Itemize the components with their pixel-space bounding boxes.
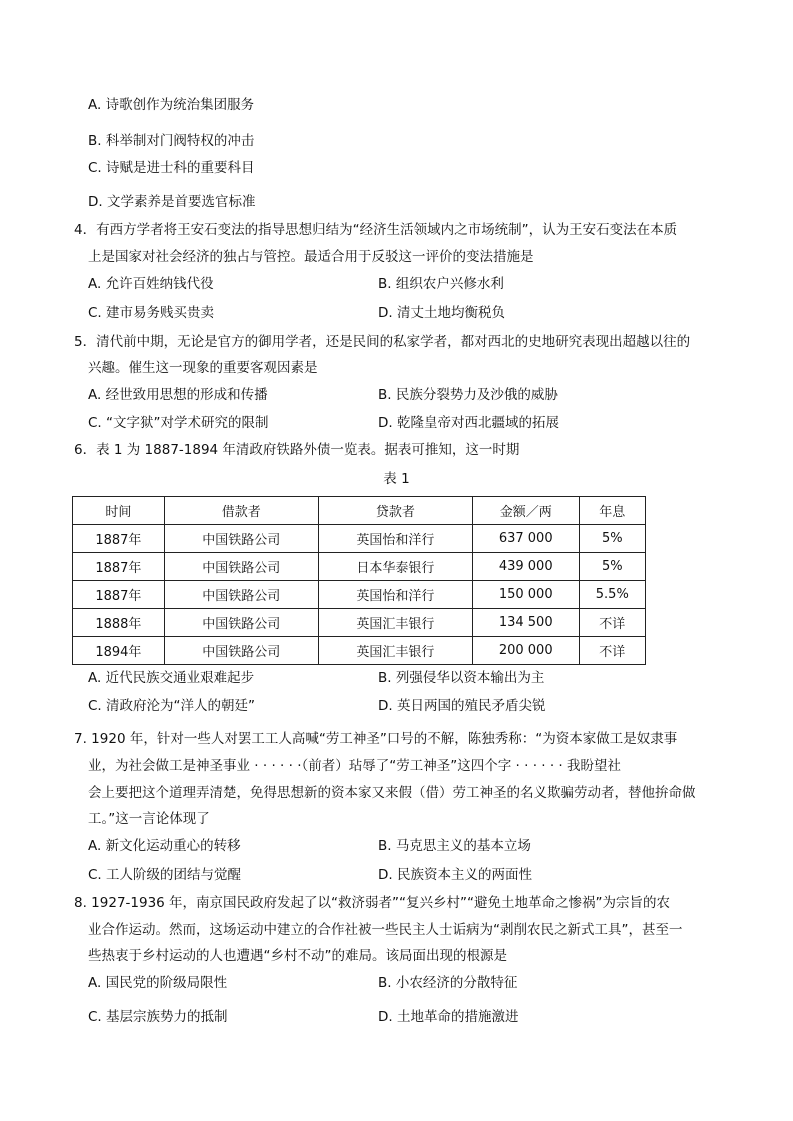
- q4-option-a: A. 允许百姓纳钱代役: [88, 276, 214, 292]
- q4-option-d: D. 清丈土地均衡税负: [378, 305, 505, 321]
- cell-interest: 不详: [579, 637, 645, 665]
- cell-borrower: 中国铁路公司: [164, 525, 318, 553]
- cell-interest: 5.5%: [579, 581, 645, 609]
- cell-time: 1888年: [73, 609, 165, 637]
- q6-option-d: D. 英日两国的殖民矛盾尖锐: [378, 698, 546, 714]
- cell-borrower: 中国铁路公司: [164, 609, 318, 637]
- cell-interest: 不详: [579, 609, 645, 637]
- table-row: [73, 609, 646, 637]
- q7-option-a: A. 新文化运动重心的转移: [88, 838, 241, 854]
- q8-option-d: D. 土地革命的措施激进: [378, 1009, 519, 1025]
- q7-option-d: D. 民族资本主义的两面性: [378, 867, 532, 883]
- q6-option-a: A. 近代民族交通业艰难起步: [88, 670, 255, 686]
- q7-stem-line4: 工。”这一言论体现了: [88, 811, 210, 827]
- header-amount: 金额／两: [472, 497, 579, 525]
- q6-option-b: B. 列强侵华以资本输出为主: [378, 670, 545, 686]
- q5-option-c: C. “文字狱”对学术研究的限制: [88, 415, 269, 431]
- q5-stem-line2: 兴趣。催生这一现象的重要客观因素是: [88, 360, 318, 376]
- q4-option-b: B. 组织农户兴修水利: [378, 276, 504, 292]
- cell-time: 1887年: [73, 581, 165, 609]
- header-lender: 贷款者: [318, 497, 472, 525]
- q3-option-d: D. 文学素养是首要选官标准: [88, 194, 256, 210]
- cell-time: 1887年: [73, 525, 165, 553]
- cell-lender: 英国怡和洋行: [318, 581, 472, 609]
- q6-stem: 6．表 1 为 1887-1894 年清政府铁路外债一览表。据表可推知，这一时期: [74, 442, 520, 458]
- q7-stem-line2: 业，为社会做工是神圣事业 · · · · · ·（前者）玷辱了“劳工神圣”这四个字 · · · · · · 我盼望社: [88, 758, 622, 774]
- cell-time: 1887年: [73, 553, 165, 581]
- q8-option-b: B. 小农经济的分散特征: [378, 975, 518, 991]
- cell-lender: 日本华泰银行: [318, 553, 472, 581]
- cell-borrower: 中国铁路公司: [164, 553, 318, 581]
- header-borrower: 借款者: [164, 497, 318, 525]
- table-header-row: [73, 497, 646, 525]
- q4-option-c: C. 建市易务贱买贵卖: [88, 305, 215, 321]
- table-row: [73, 581, 646, 609]
- q8-stem-line2: 业合作运动。然而，这场运动中建立的合作社被一些民主人士诟病为“剥削农民之新式工具”，甚至一: [88, 922, 683, 938]
- cell-amount: 637 000: [472, 525, 579, 553]
- cell-borrower: 中国铁路公司: [164, 637, 318, 665]
- cell-interest: 5%: [579, 525, 645, 553]
- q4-stem-line1: 4．有西方学者将王安石变法的指导思想归结为“经济生活领域内之市场统制”，认为王安石变法在本质: [74, 222, 678, 238]
- header-interest: 年息: [579, 497, 645, 525]
- cell-amount: 200 000: [472, 637, 579, 665]
- cell-amount: 439 000: [472, 553, 579, 581]
- q3-option-b: B. 科举制对门阀特权的冲击: [88, 133, 255, 149]
- loan-table: [72, 496, 646, 665]
- table-row: [73, 637, 646, 665]
- cell-lender: 英国汇丰银行: [318, 609, 472, 637]
- q3-option-a: A. 诗歌创作为统治集团服务: [88, 97, 255, 113]
- q8-stem-line1: 8. 1927-1936 年，南京国民政府发起了以“救济弱者”“复兴乡村”“避免土地革命之惨祸”为宗旨的农: [74, 895, 671, 911]
- q4-stem-line2: 上是国家对社会经济的独占与管控。最适合用于反驳这一评价的变法措施是: [88, 249, 534, 265]
- q7-option-b: B. 马克思主义的基本立场: [378, 838, 531, 854]
- cell-amount: 134 500: [472, 609, 579, 637]
- cell-interest: 5%: [579, 553, 645, 581]
- q7-stem-line3: 会上要把这个道理弄清楚，免得思想新的资本家又来假（借）劳工神圣的名义欺骗劳动者，替他拚命做: [88, 785, 696, 801]
- q5-option-b: B. 民族分裂势力及沙俄的威胁: [378, 387, 558, 403]
- header-time: 时间: [73, 497, 165, 525]
- q5-option-a: A. 经世致用思想的形成和传播: [88, 387, 268, 403]
- q7-option-c: C. 工人阶级的团结与觉醒: [88, 867, 242, 883]
- q6-option-c: C. 清政府沦为“洋人的朝廷”: [88, 698, 255, 714]
- table-row: [73, 525, 646, 553]
- table-row: [73, 553, 646, 581]
- q8-option-a: A. 国民党的阶级局限性: [88, 975, 228, 991]
- cell-amount: 150 000: [472, 581, 579, 609]
- cell-time: 1894年: [73, 637, 165, 665]
- cell-lender: 英国怡和洋行: [318, 525, 472, 553]
- cell-lender: 英国汇丰银行: [318, 637, 472, 665]
- table-caption: 表 1: [383, 471, 410, 487]
- q8-option-c: C. 基层宗族势力的抵制: [88, 1009, 228, 1025]
- q5-option-d: D. 乾隆皇帝对西北疆域的拓展: [378, 415, 559, 431]
- q5-stem-line1: 5．清代前中期，无论是官方的御用学者，还是民间的私家学者，都对西北的史地研究表现出超越以往的: [74, 334, 691, 350]
- cell-borrower: 中国铁路公司: [164, 581, 318, 609]
- q7-stem-line1: 7. 1920 年，针对一些人对罢工工人高喊“劳工神圣”口号的不解，陈独秀称：“为资本家做工是奴隶事: [74, 731, 678, 747]
- q8-stem-line3: 些热衷于乡村运动的人也遭遇“乡村不动”的难局。该局面出现的根源是: [88, 948, 507, 964]
- q3-option-c: C. 诗赋是进士科的重要科目: [88, 160, 255, 176]
